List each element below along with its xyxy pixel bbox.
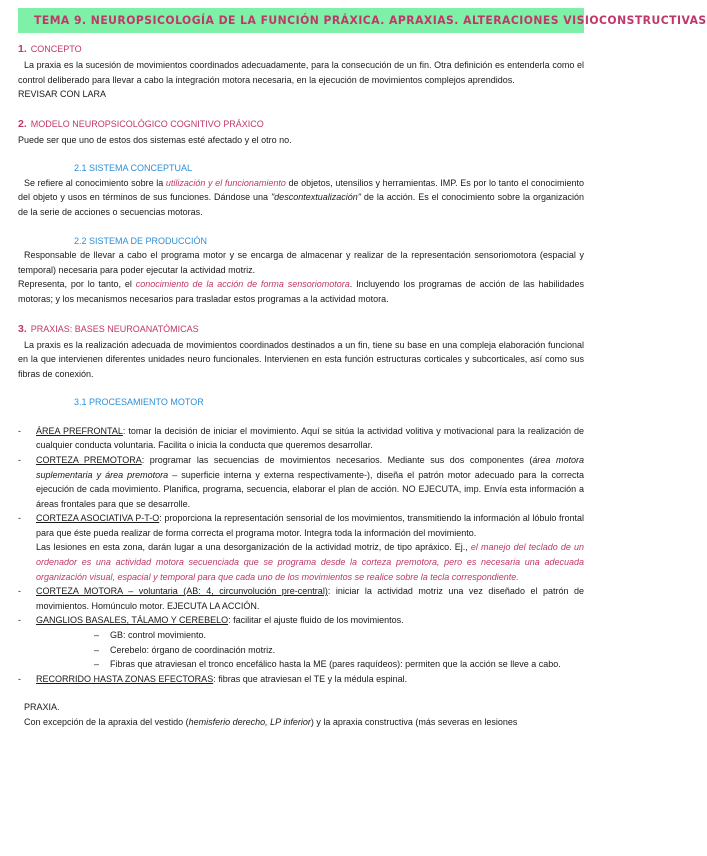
section-heading-concepto: 1. CONCEPTO [18,43,82,55]
list-item-prefrontal: - ÁREA PREFRONTAL: tomar la decisión de iniciar el movimiento. Aquí se sitúa la actividad volitiva y motivacional para la realización de cualquier conducta voluntaria. Facilita o inicia la conducta que queremos desarrollar. [18,425,584,451]
list-item-premotora: - CORTEZA PREMOTORA: programar las secuencias de movimientos necesarios. Mediante sus dos componentes (área motora suplementaria y área premotora – superficie interna y externa respectivamente-), diseña el patrón motor adecuado para la correcta ejecución de cada movimiento. Planifica, programa, secuencia, elaborar el plan de acción. NO EJECUTA, imp. Envía esta información a áreas frontales para que se desarrolle. [18,454,584,509]
sublist-item: – GB: control movimiento. [94,629,207,640]
sublist-item: – Fibras que atraviesan el tronco encefálico hasta la ME (pares raquídeos): permiten que la acción se lleve a cabo. [94,659,561,670]
document-title: TEMA 9. NEUROPSICOLOGÍA DE LA FUNCIÓN PRÁXICA. APRAXIAS. ALTERACIONES VISIOCONSTRUCTIVAS [34,13,707,28]
list-item-recorrido: - RECORRIDO HASTA ZONAS EFECTORAS: fibras que atraviesan el TE y la médula espinal. [18,673,408,684]
document-page [0,8,707,856]
section-heading-modelo: 2. MODELO NEUROPSICOLÓGICO COGNITIVO PRÁXICO [18,117,264,130]
produccion-paragraph-2: Representa, por lo tanto, el conocimiento de la acción de forma sensoriomotora. Incluyendo los programas de acción de las habilidades motoras; y los mecanismos necesarios para trasladar estos programas a la actividad motora. [18,279,585,304]
modelo-intro: Puede ser que uno de estos dos sistemas esté afectado y el otro no. [18,134,292,145]
subsection-heading-conceptual: 2.1 SISTEMA CONCEPTUAL [74,163,193,174]
concepto-paragraph: La praxia es la sucesión de movimientos coordinados adecuadamente, para la consecución de un fin. Otra definición es entenderla como el control deliberado para llevar a cabo la integración motora necesaria, en la ejecución de movimientos complejos aprendidos. [18,60,584,85]
section-heading-bases: 3. PRAXIAS: BASES NEUROANATÓMICAS [18,322,199,335]
list-item-asociativa: - CORTEZA ASOCIATIVA P-T-O: proporciona la representación sensorial de los movimientos, transmitiendo la información al lóbulo frontal para que éste pueda realizar de forma correcta el programa motor. Integra toda la información del movimiento. [18,513,584,538]
list-item-asociativa-cont: Las lesiones en esta zona, darán lugar a una desorganización de la actividad motriz, de tipo apráxico. Ej., el manejo del teclado de un ordenador es una actividad motora secuenciada que se programa desde la corteza premotora, pero es necesaria una adecuada organización visual, espacial y temporal para que cada uno de los movimientos se realice sobre la tecla correspondiente. [36,542,584,582]
subsection-heading-procesamiento: 3.1 PROCESAMIENTO MOTOR [74,397,204,408]
praxia-heading: PRAXIA. [24,702,60,713]
title-banner [18,8,707,33]
praxia-paragraph: Con excepción de la apraxia del vestido (hemisferio derecho, LP inferior) y la apraxia constructiva (más severas en lesiones [24,716,518,727]
subsection-heading-produccion: 2.2 SISTEMA DE PRODUCCIÓN [74,235,208,246]
list-item-motora: - CORTEZA MOTORA – voluntaria (AB: 4, circunvolución pre-central): iniciar la actividad motriz una vez diseñado el patrón de movimientos. Homúnculo motor. EJECUTA LA ACCIÓN. [18,586,585,611]
revision-note: REVISAR CON LARA [18,89,107,100]
sublist-item: – Cerebelo: órgano de coordinación motriz. [94,644,276,655]
bases-paragraph: La praxis es la realización adecuada de movimientos coordinados destinados a un fin, tiene su base en una compleja elaboración funcional en la que intervienen diferentes unidades neuro funcionales. Intervienen en esta función estructuras corticales y subcorticales, así como sus fibras de conexión. [18,339,584,379]
produccion-paragraph: Responsable de llevar a cabo el programa motor y se encarga de almacenar y realizar de la representación sensoriomotora (espacial y temporal) necesaria para poder ejecutar la actividad motriz. [18,250,584,275]
list-item-ganglios: - GANGLIOS BASALES, TÁLAMO Y CEREBELO: facilitar el ajuste fluido de los movimientos. [18,615,404,626]
conceptual-paragraph: Se refiere al conocimiento sobre la utilización y el funcionamiento de objetos, utensilios y herramientas. IMP. Es por lo tanto el conocimiento del objeto y usos en términos de sus funciones. Dándose una "descontextualización" de la acción. Es el conocimiento sobre la organización de la serie de acciones o secuencias motoras. [18,177,585,218]
